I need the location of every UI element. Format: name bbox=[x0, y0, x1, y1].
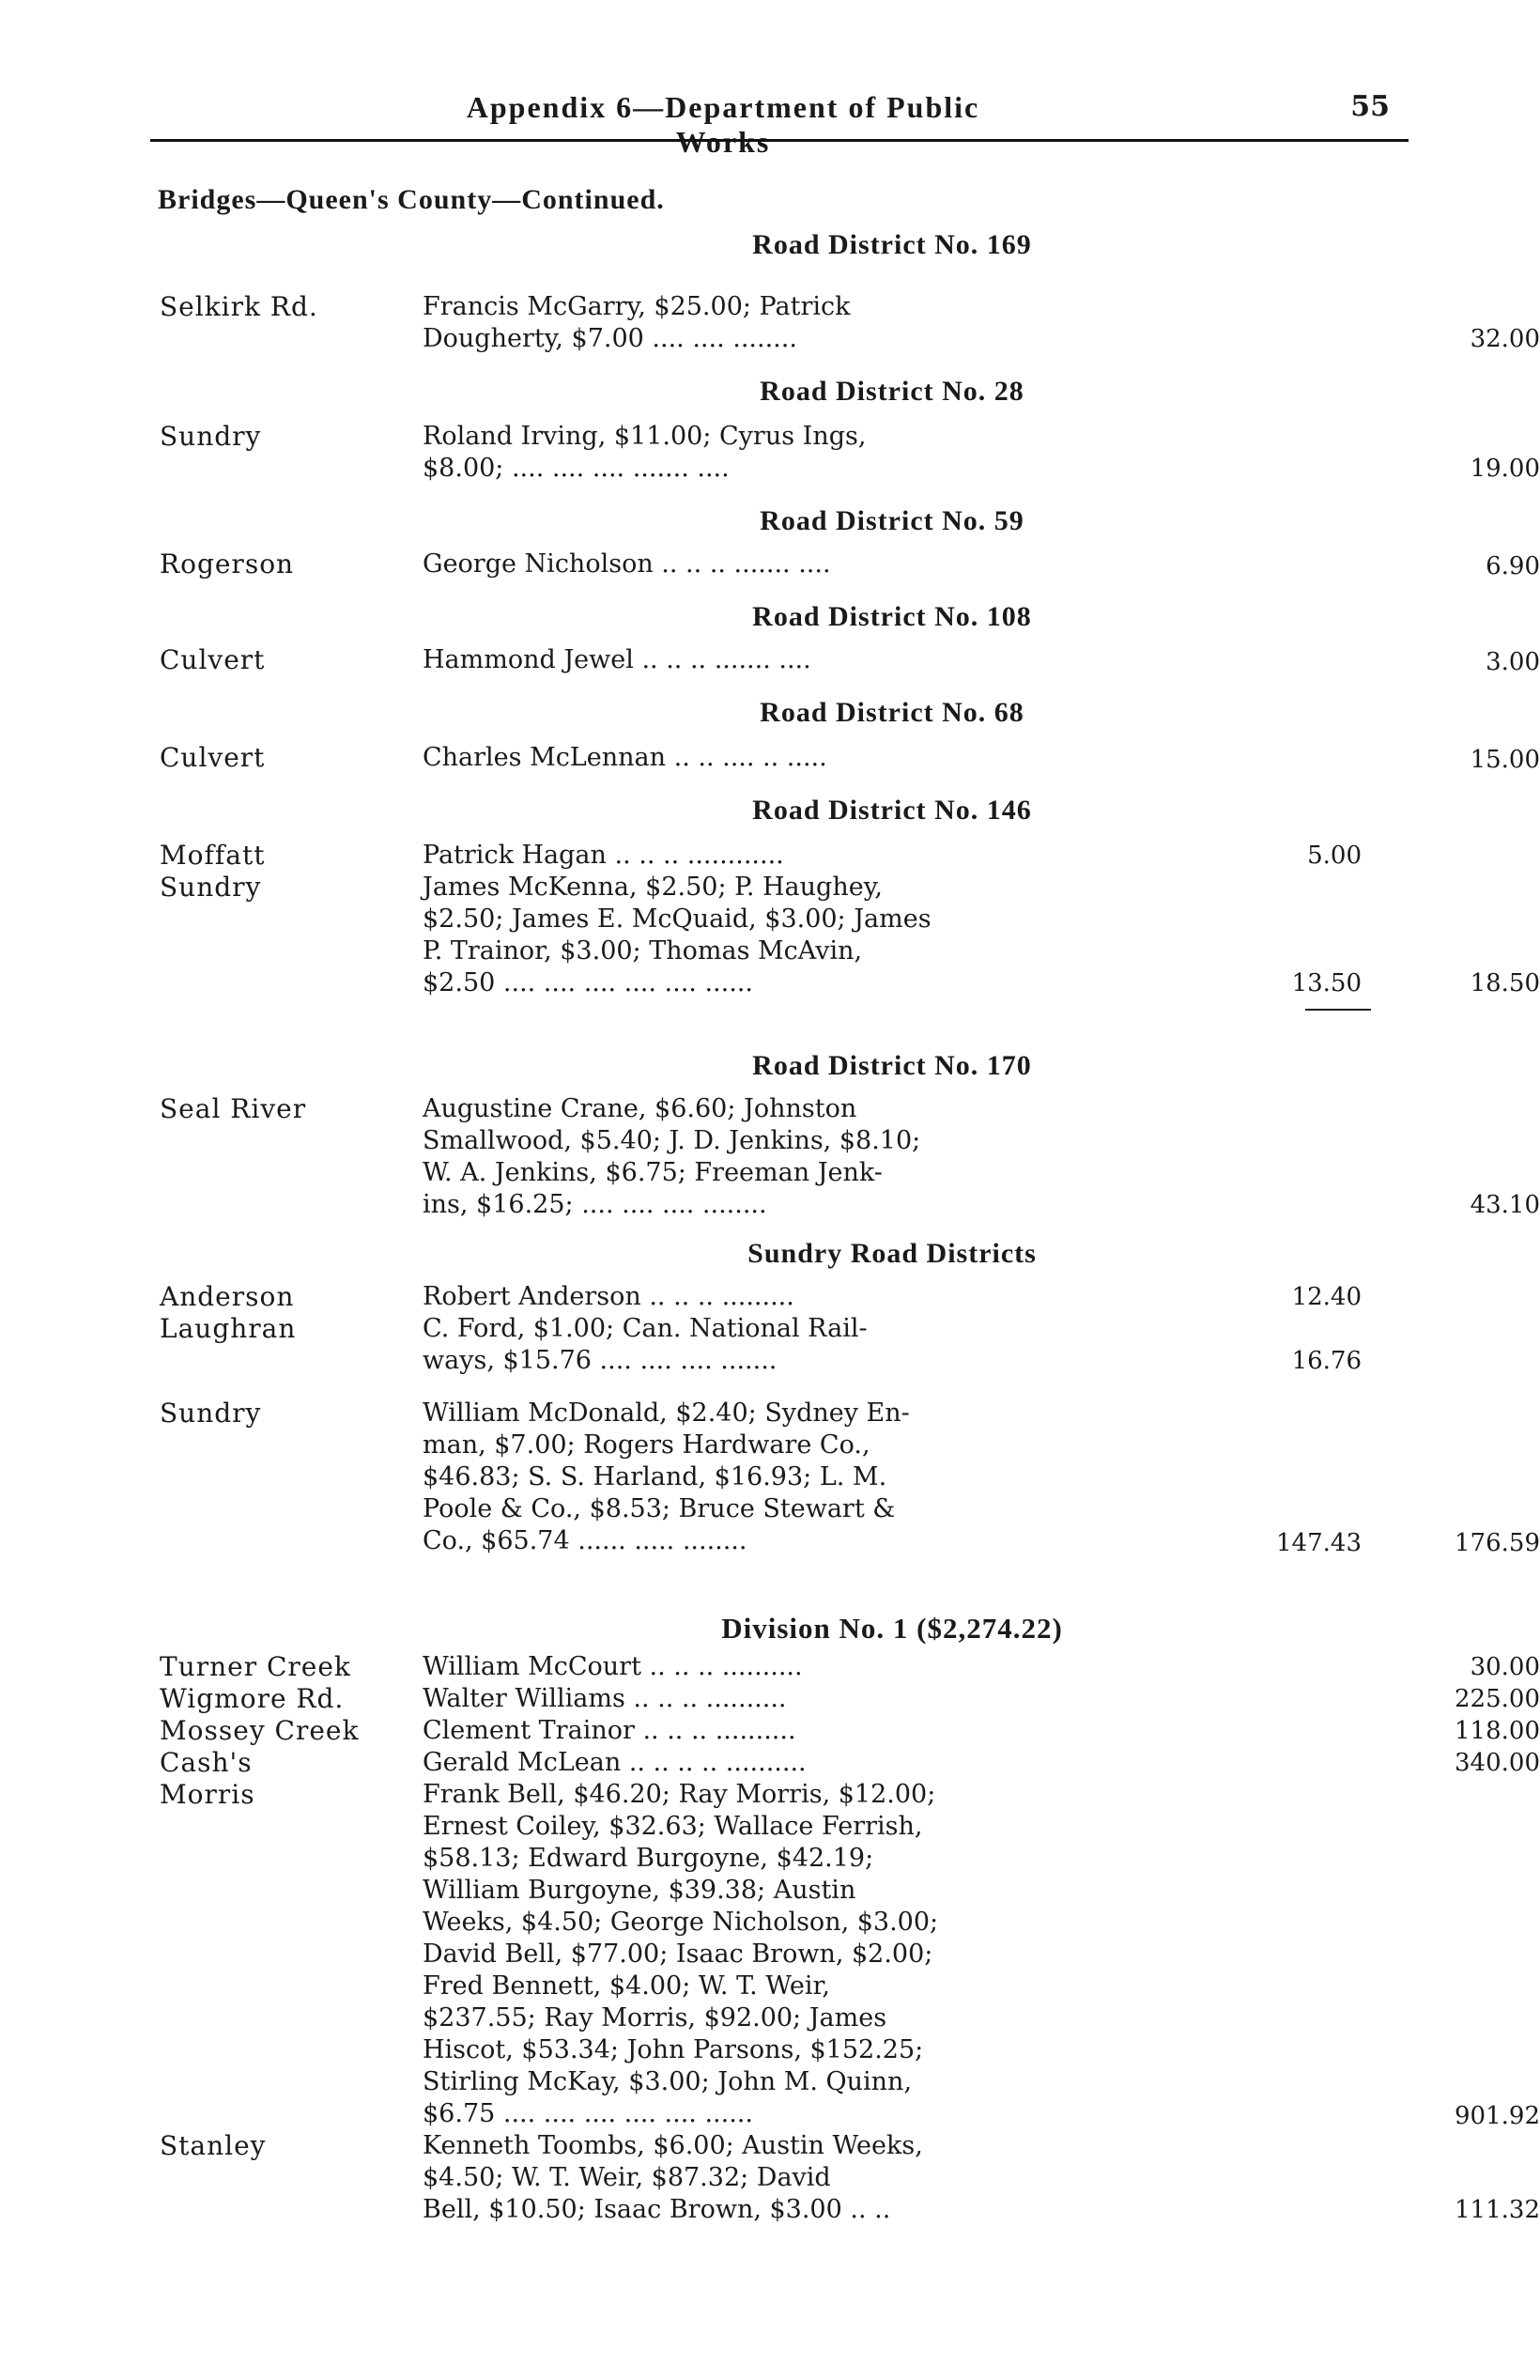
page-header bbox=[150, 83, 1409, 159]
entry-line: Frank Bell, $46.20; Ray Morris, $12.00; bbox=[423, 1780, 936, 1809]
entry-location: Cash's bbox=[160, 1747, 253, 1778]
entry-line: Co., $65.74 ...... ..... ........ bbox=[423, 1526, 747, 1555]
entry-subtotal: 147.43 bbox=[1276, 1529, 1362, 1557]
entry-line: William McDonald, $2.40; Sydney En- bbox=[423, 1399, 910, 1428]
entry-subtotal: 13.50 bbox=[1291, 969, 1362, 997]
entry-total: 30.00 bbox=[1470, 1653, 1540, 1681]
page-title: Appendix 6—Department of Public Works bbox=[466, 90, 980, 159]
entry-description bbox=[423, 1779, 1202, 2130]
entry-line: Augustine Crane, $6.60; Johnston bbox=[423, 1094, 857, 1123]
section-title: Bridges—Queen's County—Continued. bbox=[158, 184, 665, 215]
entry-line: David Bell, $77.00; Isaac Brown, $2.00; bbox=[423, 1940, 933, 1969]
entry-line: Hiscot, $53.34; John Parsons, $152.25; bbox=[423, 2035, 924, 2064]
entry-line: Roland Irving, $11.00; Cyrus Ings, bbox=[423, 422, 867, 451]
entry-description bbox=[423, 840, 1202, 872]
entry-description bbox=[423, 1093, 1202, 1221]
entry-description bbox=[423, 1398, 1202, 1557]
entry-location: Culvert bbox=[160, 742, 266, 773]
entry-total: 225.00 bbox=[1455, 1685, 1540, 1713]
entry-total: 15.00 bbox=[1470, 746, 1540, 774]
entry-total: 111.32 bbox=[1455, 2196, 1540, 2224]
district-heading: Road District No. 169 bbox=[752, 229, 1032, 260]
entry-total: 18.50 bbox=[1470, 969, 1540, 997]
entry-subtotal: 12.40 bbox=[1291, 1283, 1362, 1311]
entry-line: Walter Williams .. .. .. .......... bbox=[423, 1684, 787, 1713]
entry-line: Stirling McKay, $3.00; John M. Quinn, bbox=[423, 2067, 913, 2096]
entry-line: James McKenna, $2.50; P. Haughey, bbox=[423, 873, 883, 902]
entry-total: 32.00 bbox=[1470, 325, 1540, 353]
entry-line: Poole & Co., $8.53; Bruce Stewart & bbox=[423, 1494, 896, 1523]
entry-description bbox=[423, 1747, 1202, 1779]
entry-description bbox=[423, 549, 1202, 580]
entry-location: Sundry bbox=[160, 421, 262, 452]
district-heading: Road District No. 108 bbox=[752, 601, 1032, 632]
entry-description bbox=[423, 644, 1202, 676]
entry-description bbox=[423, 1313, 1202, 1377]
entry-line: Smallwood, $5.40; J. D. Jenkins, $8.10; bbox=[423, 1126, 921, 1155]
entry-line: Clement Trainor .. .. .. .......... bbox=[423, 1716, 796, 1745]
entry-subtotal: 5.00 bbox=[1307, 842, 1362, 870]
entry-line: Patrick Hagan .. .. .. ............ bbox=[423, 841, 784, 870]
district-heading: Road District No. 59 bbox=[760, 505, 1024, 536]
division-heading: Division No. 1 ($2,274.22) bbox=[721, 1612, 1063, 1645]
entry-line: Bell, $10.50; Isaac Brown, $3.00 .. .. bbox=[423, 2195, 891, 2224]
entry-line: C. Ford, $1.00; Can. National Rail- bbox=[423, 1314, 868, 1343]
entry-location: Sundry bbox=[160, 1398, 262, 1429]
entry-line: Gerald McLean .. .. .. .. .......... bbox=[423, 1748, 807, 1777]
entry-line: ins, $16.25; .... .... .... ........ bbox=[423, 1190, 767, 1219]
entry-line: Francis McGarry, $25.00; Patrick bbox=[423, 292, 851, 321]
entry-line: Hammond Jewel .. .. .. ....... .... bbox=[423, 645, 811, 674]
page-number: 55 bbox=[1350, 90, 1390, 123]
entry-location: Culvert bbox=[160, 644, 266, 675]
entry-total: 340.00 bbox=[1455, 1749, 1540, 1777]
entry-line: W. A. Jenkins, $6.75; Freeman Jenk- bbox=[423, 1158, 883, 1187]
entry-location: Mossey Creek bbox=[160, 1715, 360, 1746]
entry-description bbox=[423, 742, 1202, 774]
entry-location: Sundry bbox=[160, 872, 262, 903]
entry-line: George Nicholson .. .. .. ....... .... bbox=[423, 549, 831, 579]
district-heading: Road District No. 68 bbox=[760, 697, 1024, 728]
entry-total: 43.10 bbox=[1470, 1191, 1540, 1219]
entry-line: Fred Bennett, $4.00; W. T. Weir, bbox=[423, 1971, 830, 2001]
entry-location: Morris bbox=[160, 1779, 255, 1810]
entry-location: Laughran bbox=[160, 1313, 297, 1344]
entry-description bbox=[423, 1683, 1202, 1715]
entry-line: $6.75 .... .... .... .... .... ...... bbox=[423, 2099, 753, 2128]
entry-total: 6.90 bbox=[1486, 552, 1540, 580]
district-heading: Road District No. 146 bbox=[752, 795, 1032, 826]
entry-location: Seal River bbox=[160, 1093, 307, 1124]
district-heading: Road District No. 170 bbox=[752, 1050, 1032, 1081]
entry-location: Stanley bbox=[160, 2130, 267, 2161]
entry-line: Robert Anderson .. .. .. ......... bbox=[423, 1282, 794, 1311]
entry-line: $4.50; W. T. Weir, $87.32; David bbox=[423, 2163, 831, 2192]
entry-location: Moffatt bbox=[160, 840, 266, 871]
district-heading: Sundry Road Districts bbox=[747, 1238, 1037, 1269]
entry-location: Rogerson bbox=[160, 549, 295, 580]
entry-line: $237.55; Ray Morris, $92.00; James bbox=[423, 2003, 887, 2032]
entry-line: $2.50; James E. McQuaid, $3.00; James bbox=[423, 904, 932, 934]
entry-total: 3.00 bbox=[1486, 648, 1540, 676]
entry-line: $8.00; .... .... .... ....... .... bbox=[423, 454, 730, 483]
entry-line: Charles McLennan .. .. .... .. ..... bbox=[423, 743, 827, 772]
entry-description bbox=[423, 1651, 1202, 1683]
entry-description bbox=[423, 291, 1202, 355]
entry-line: William Burgoyne, $39.38; Austin bbox=[423, 1876, 856, 1905]
entry-line: Ernest Coiley, $32.63; Wallace Ferrish, bbox=[423, 1812, 923, 1841]
entry-total: 176.59 bbox=[1455, 1529, 1540, 1557]
entry-subtotal: 16.76 bbox=[1291, 1347, 1362, 1375]
entry-location: Anderson bbox=[160, 1281, 295, 1312]
entry-line: Dougherty, $7.00 .... .... ........ bbox=[423, 324, 797, 353]
entry-description bbox=[423, 2130, 1202, 2226]
entry-description bbox=[423, 1715, 1202, 1747]
entry-line: $46.83; S. S. Harland, $16.93; L. M. bbox=[423, 1462, 887, 1491]
entry-description bbox=[423, 421, 1202, 485]
entry-line: man, $7.00; Rogers Hardware Co., bbox=[423, 1430, 870, 1460]
district-heading: Road District No. 28 bbox=[760, 376, 1024, 407]
entry-line: Kenneth Toombs, $6.00; Austin Weeks, bbox=[423, 2131, 923, 2160]
entry-line: ways, $15.76 .... .... .... ....... bbox=[423, 1346, 778, 1375]
entry-location: Wigmore Rd. bbox=[160, 1683, 345, 1714]
entry-total: 901.92 bbox=[1455, 2102, 1540, 2130]
entry-description bbox=[423, 872, 1202, 999]
entry-line: Weeks, $4.50; George Nicholson, $3.00; bbox=[423, 1908, 939, 1937]
entry-line: William McCourt .. .. .. .......... bbox=[423, 1652, 803, 1681]
entry-location: Selkirk Rd. bbox=[160, 291, 318, 322]
entry-line: $58.13; Edward Burgoyne, $42.19; bbox=[423, 1844, 874, 1873]
entry-total: 118.00 bbox=[1455, 1717, 1540, 1745]
entry-line: P. Trainor, $3.00; Thomas McAvin, bbox=[423, 936, 863, 966]
entry-total: 19.00 bbox=[1470, 455, 1540, 483]
subtotal-rule bbox=[1305, 1009, 1371, 1011]
entry-location: Turner Creek bbox=[160, 1651, 351, 1682]
entry-description bbox=[423, 1281, 1202, 1313]
header-rule bbox=[150, 139, 1409, 142]
entry-line: $2.50 .... .... .... .... .... ...... bbox=[423, 968, 753, 997]
